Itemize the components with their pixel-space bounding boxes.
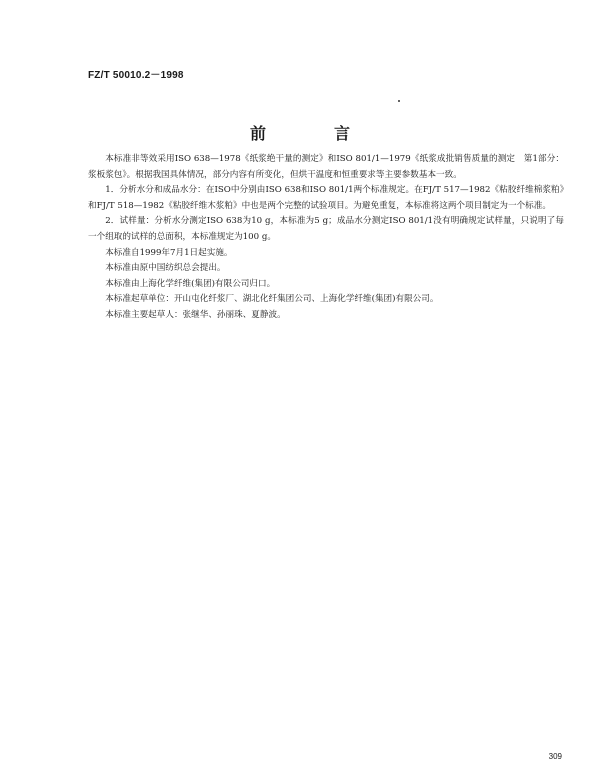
paragraph-moisture: 1．分析水分和成品水分：在ISO中分别由ISO 638和ISO 801/1两个标准规定。在FJ/T 517—1982《粘胶纤维棉浆粕》和FJ/T 518—1982《粘胶纤维木浆粕》中也是两个完整的试验项目。为避免重复，本标准将这两个项目制定为一个标准。 [88, 185, 564, 211]
stray-mark [398, 100, 400, 102]
standard-code: FZ/T 50010.2－1998 [88, 70, 184, 81]
paragraph-effective-date: 本标准自1999年7月1日起实施。 [105, 247, 233, 258]
paragraph-administrator: 本标准由上海化学纤维(集团)有限公司归口。 [105, 278, 276, 289]
paragraph-sample-size: 2．试样量：分析水分测定ISO 638为10 g，本标准为5 g；成品水分测定ISO 801/1没有明确规定试样量，只说明了每一个组取的试样的总面积，本标准规定为100 g。 [88, 216, 564, 242]
section-title: 前 言 [249, 124, 376, 143]
paragraph-adoption: 本标准非等效采用ISO 638—1978《纸浆绝干量的测定》和ISO 801/1—1979《纸浆成批销售质量的测定 第1部分：浆板浆包》。根据我国具体情况，部分内容有所变化，但烘干温度和恒重要求等主要参数基本一致。 [88, 154, 564, 180]
page-number: 309 [548, 752, 562, 761]
paragraph-proposer: 本标准由原中国纺织总会提出。 [105, 263, 226, 274]
paragraph-drafters: 本标准主要起草人：张继华、孙丽珠、夏静波。 [105, 309, 286, 320]
paragraph-drafting-units: 本标准起草单位：开山屯化纤浆厂、湖北化纤集团公司、上海化学纤维(集团)有限公司。 [105, 294, 439, 305]
foreword-body [88, 152, 564, 324]
